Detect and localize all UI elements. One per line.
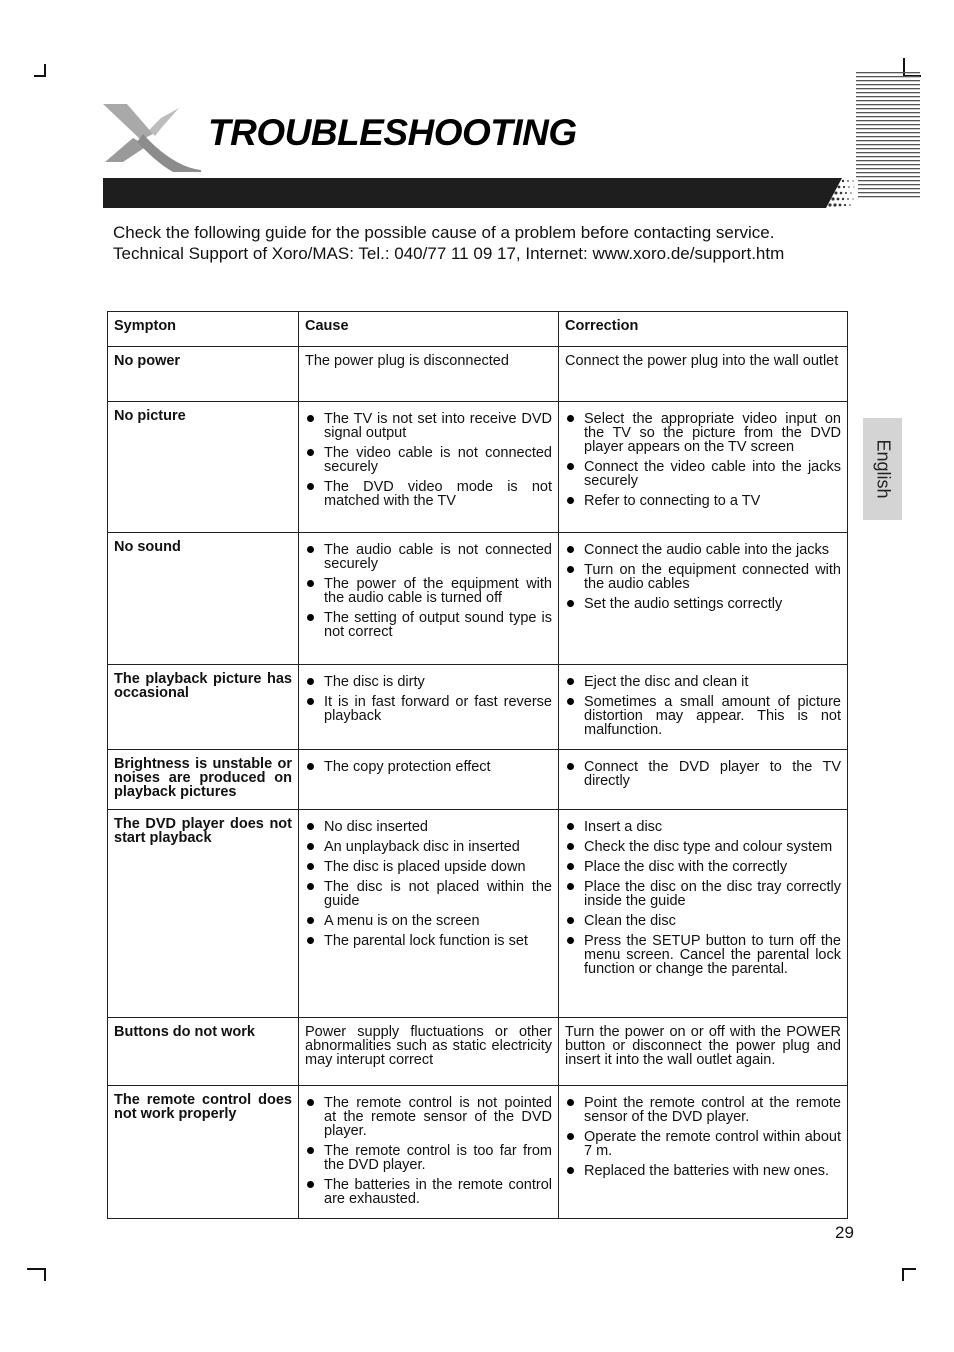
table-row (108, 402, 848, 533)
crop-mark-bottom-left (44, 1268, 46, 1281)
cause-cell (299, 533, 559, 665)
list-item: Connect the audio cable into the jacks (565, 543, 841, 557)
correction-cell (559, 402, 848, 533)
list-item: Point the remote control at the remote sensor of the DVD player. (565, 1096, 841, 1124)
symptom-cell: The DVD player does not start playback (108, 810, 299, 1018)
table-row (108, 1018, 848, 1086)
cause-cell: The power plug is disconnected (299, 347, 559, 402)
list-item: Refer to connecting to a TV (565, 494, 841, 508)
cause-list (305, 1096, 552, 1206)
list-item: Operate the remote control within about 7 m. (565, 1130, 841, 1158)
list-item: It is in fast forward or fast reverse playback (305, 695, 552, 723)
correction-cell (559, 1086, 848, 1219)
page-title: TROUBLESHOOTING (208, 112, 577, 153)
correction-list (565, 1096, 841, 1178)
correction-list (565, 820, 841, 976)
list-item: The disc is dirty (305, 675, 552, 689)
crop-mark-bottom-right (902, 1268, 916, 1270)
cause-cell (299, 402, 559, 533)
xoro-logo-icon (103, 104, 201, 172)
list-item: Connect the DVD player to the TV directly (565, 760, 841, 788)
correction-cell: Connect the power plug into the wall outlet (559, 347, 848, 402)
list-item: No disc inserted (305, 820, 552, 834)
list-item: The power of the equipment with the audio cable is turned off (305, 577, 552, 605)
cause-list (305, 412, 552, 508)
list-item: The video cable is not connected securely (305, 446, 552, 474)
symptom-cell: No power (108, 347, 299, 402)
list-item: Connect the video cable into the jacks securely (565, 460, 841, 488)
table-row (108, 810, 848, 1018)
title-bar (103, 178, 848, 208)
intro-line: Check the following guide for the possible cause of a problem before contacting service. (113, 223, 775, 242)
list-item: The TV is not set into receive DVD signal output (305, 412, 552, 440)
symptom-cell: No picture (108, 402, 299, 533)
list-item: The audio cable is not connected securely (305, 543, 552, 571)
cause-cell (299, 750, 559, 810)
table-row (108, 533, 848, 665)
cause-list (305, 820, 552, 948)
list-item: Place the disc on the disc tray correctly inside the guide (565, 880, 841, 908)
symptom-cell: Buttons do not work (108, 1018, 299, 1086)
table-row (108, 750, 848, 810)
correction-cell (559, 810, 848, 1018)
intro-support-line: Technical Support of Xoro/MAS: Tel.: 040/77 11 09 17, Internet: www.xoro.de/support.htm (113, 244, 785, 263)
list-item: The disc is not placed within the guide (305, 880, 552, 908)
table-row (108, 347, 848, 402)
list-item: Set the audio settings correctly (565, 597, 841, 611)
table-row (108, 1086, 848, 1219)
symptom-cell: The playback picture has occasional (108, 665, 299, 750)
language-tab (863, 418, 902, 520)
cause-cell (299, 1086, 559, 1219)
list-item: Place the disc with the correctly (565, 860, 841, 874)
correction-list (565, 412, 841, 508)
correction-cell (559, 750, 848, 810)
cause-list (305, 543, 552, 639)
list-item: Replaced the batteries with new ones. (565, 1164, 841, 1178)
cause-list (305, 760, 552, 774)
list-item: Sometimes a small amount of picture distortion may appear. This is not malfunction. (565, 695, 841, 737)
list-item: The copy protection effect (305, 760, 552, 774)
halftone-decoration (818, 178, 858, 208)
symptom-cell: The remote control does not work properly (108, 1086, 299, 1219)
list-item: The batteries in the remote control are exhausted. (305, 1178, 552, 1206)
cause-cell: Power supply fluctuations or other abnormalities such as static electricity may interupt correct (299, 1018, 559, 1086)
list-item: Insert a disc (565, 820, 841, 834)
column-header-correction: Correction (559, 312, 848, 347)
list-item: The remote control is too far from the DVD player. (305, 1144, 552, 1172)
table-row (108, 665, 848, 750)
crop-mark-bottom-right (902, 1268, 904, 1281)
correction-list (565, 760, 841, 788)
list-item: The parental lock function is set (305, 934, 552, 948)
list-item: The setting of output sound type is not correct (305, 611, 552, 639)
column-header-symptom: Sympton (108, 312, 299, 347)
correction-cell: Turn the power on or off with the POWER button or disconnect the power plug and insert it into the wall outlet again. (559, 1018, 848, 1086)
symptom-cell: No sound (108, 533, 299, 665)
list-item: An unplayback disc in inserted (305, 840, 552, 854)
list-item: A menu is on the screen (305, 914, 552, 928)
list-item: The remote control is not pointed at the remote sensor of the DVD player. (305, 1096, 552, 1138)
crop-mark-top-left (44, 64, 46, 77)
stripe-decoration (856, 72, 920, 200)
list-item: Press the SETUP button to turn off the menu screen. Cancel the parental lock function or change the parental. (565, 934, 841, 976)
correction-list (565, 543, 841, 611)
list-item: Turn on the equipment connected with the audio cables (565, 563, 841, 591)
correction-cell (559, 533, 848, 665)
page-number: 29 (835, 1223, 854, 1242)
list-item: The disc is placed upside down (305, 860, 552, 874)
cause-cell (299, 665, 559, 750)
correction-list (565, 675, 841, 737)
list-item: The DVD video mode is not matched with the TV (305, 480, 552, 508)
column-header-cause: Cause (299, 312, 559, 347)
intro-text (113, 222, 784, 264)
cause-cell (299, 810, 559, 1018)
troubleshooting-table (107, 311, 848, 1219)
symptom-cell: Brightness is unstable or noises are produced on playback pictures (108, 750, 299, 810)
language-tab-label: English (873, 439, 893, 499)
list-item: Eject the disc and clean it (565, 675, 841, 689)
cause-list (305, 675, 552, 723)
list-item: Clean the disc (565, 914, 841, 928)
list-item: Check the disc type and colour system (565, 840, 841, 854)
list-item: Select the appropriate video input on the TV so the picture from the DVD player appears on the TV screen (565, 412, 841, 454)
correction-cell (559, 665, 848, 750)
table-header-row (108, 312, 848, 347)
